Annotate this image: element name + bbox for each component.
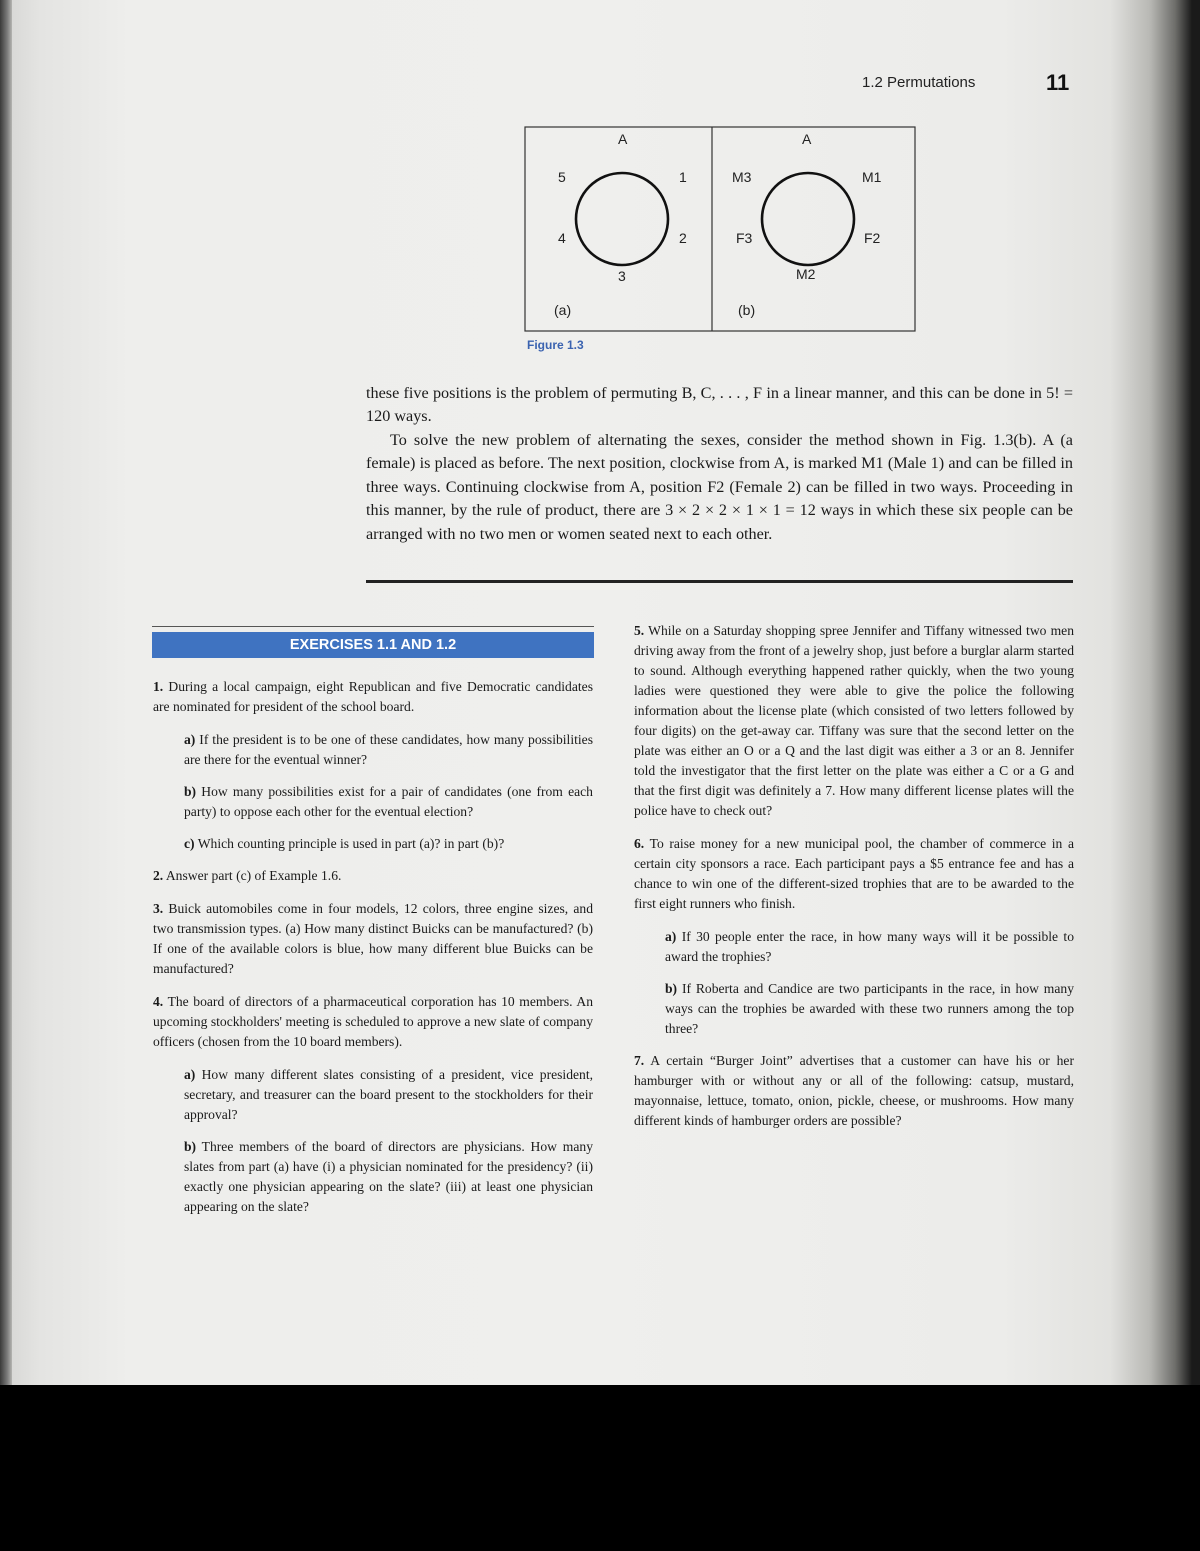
exercises-right-column	[634, 621, 1074, 1144]
panel-b-label: (b)	[738, 302, 756, 318]
seat-label: F2	[864, 230, 881, 246]
seat-label: A	[802, 131, 812, 147]
exercise-7: 7. A certain “Burger Joint” advertises that a customer can have his or her hamburger with or without any or all of the following: catsup, mustard, mayonnaise, lettuce, tomato, onion, pickle, cheese, or mushrooms. How many different kinds of hamburger orders are possible?	[634, 1053, 1074, 1128]
exercise-4a: a) How many different slates consisting of a president, vice president, secretary, and treasurer can the board present to the stockholders for their approval?	[184, 1067, 593, 1122]
body-paragraph: these five positions is the problem of permuting B, C, . . . , F in a linear manner, and this can be done in 5! = 120 ways.	[366, 384, 1073, 426]
seat-label: 3	[618, 268, 626, 284]
scan-background	[0, 1385, 1200, 1551]
exercise-5: 5. While on a Saturday shopping spree Jennifer and Tiffany witnessed two men driving away from the front of a jewelry shop, just before a burglar alarm started to sound. Although everything happened rather quickly, when the two young ladies were questioned they were able to give the police the following information about the license plate (which consisted of two letters followed by four digits) on the get-away car. Tiffany was sure that the second letter on the plate was either an O or a Q and the last digit was either a 3 or an 8. Jennifer told the investigator that the first letter on the plate was either a C or a G and that the first digit was definitely a 7. How many different license plates will the police have to check out?	[634, 623, 1074, 818]
body-paragraph: To solve the new problem of alternating the sexes, consider the method shown in Fig. 1.3(b). A (a female) is placed as before. The next position, clockwise from A, is marked M1 (Male 1) and can be filled in three ways. Continuing clockwise from A, position F2 (Female 2) can be filled in two ways. Proceeding in this manner, by the rule of product, there are 3 × 2 × 2 × 1 × 1 = 12 ways in which these six people can be arranged with no two men or women seated next to each other.	[366, 431, 1073, 543]
seat-label: M2	[796, 266, 816, 282]
round-table-a	[576, 173, 668, 265]
seat-label: M1	[862, 169, 882, 185]
running-head: 1.2 Permutations	[862, 74, 976, 91]
exercise-3: 3. Buick automobiles come in four models, 12 colors, three engine sizes, and two transmission types. (a) How many distinct Buicks can be manufactured? (b) If one of the available colors is blue, how many different blue Buicks can be manufactured?	[153, 901, 593, 976]
exercises-left-column	[153, 677, 593, 1229]
exercises-heading: EXERCISES 1.1 AND 1.2	[152, 632, 594, 658]
figure-1-3	[524, 126, 916, 332]
exercise-6a: a) If 30 people enter the race, in how many ways will it be possible to award the trophies?	[665, 929, 1075, 964]
exercise-6b: b) If Roberta and Candice are two participants in the race, in how many ways can the trophies be awarded with these two runners among the top three?	[665, 981, 1074, 1036]
exercise-2: 2. Answer part (c) of Example 1.6.	[153, 868, 342, 883]
seat-label: 1	[679, 169, 687, 185]
figure-frame	[525, 127, 915, 331]
page-number: 11	[1046, 70, 1070, 95]
exercise-4: 4. The board of directors of a pharmaceutical corporation has 10 members. An upcoming stockholders' meeting is scheduled to approve a new slate of company officers (chosen from the 10 board members).	[153, 994, 593, 1049]
figure-caption: Figure 1.3	[527, 338, 584, 352]
panel-a-label: (a)	[554, 302, 572, 318]
banner-rule	[152, 626, 594, 627]
exercise-1a: a) If the president is to be one of these candidates, how many possibilities are there for the eventual winner?	[184, 732, 593, 767]
section-divider	[366, 580, 1073, 583]
seat-label: F3	[736, 230, 753, 246]
exercise-4b: b) Three members of the board of directors are physicians. How many slates from part (a) have (i) a physician nominated for the presidency? (ii) exactly one physician appearing on the slate? (iii) at least one physician appearing on the slate?	[184, 1139, 593, 1214]
seating-diagram	[524, 126, 916, 332]
seat-label: 4	[558, 230, 566, 246]
round-table-b	[762, 173, 854, 265]
seat-label: 2	[679, 230, 687, 246]
seat-label: M3	[732, 169, 752, 185]
book-spine-shadow	[0, 0, 12, 1551]
exercise-6: 6. To raise money for a new municipal pool, the chamber of commerce in a certain city sponsors a race. Each participant pays a $5 entrance fee and has a chance to win one of the different-sized trophies that are to be awarded to the first eight runners who finish.	[634, 836, 1074, 911]
exercise-1c: c) Which counting principle is used in part (a)? in part (b)?	[184, 836, 505, 851]
exercise-1b: b) How many possibilities exist for a pair of candidates (one from each party) to oppose each other for the eventual election?	[184, 784, 593, 819]
seat-label: A	[618, 131, 628, 147]
exercise-1: 1. During a local campaign, eight Republican and five Democratic candidates are nominated for president of the school board.	[153, 679, 593, 714]
seat-label: 5	[558, 169, 566, 185]
